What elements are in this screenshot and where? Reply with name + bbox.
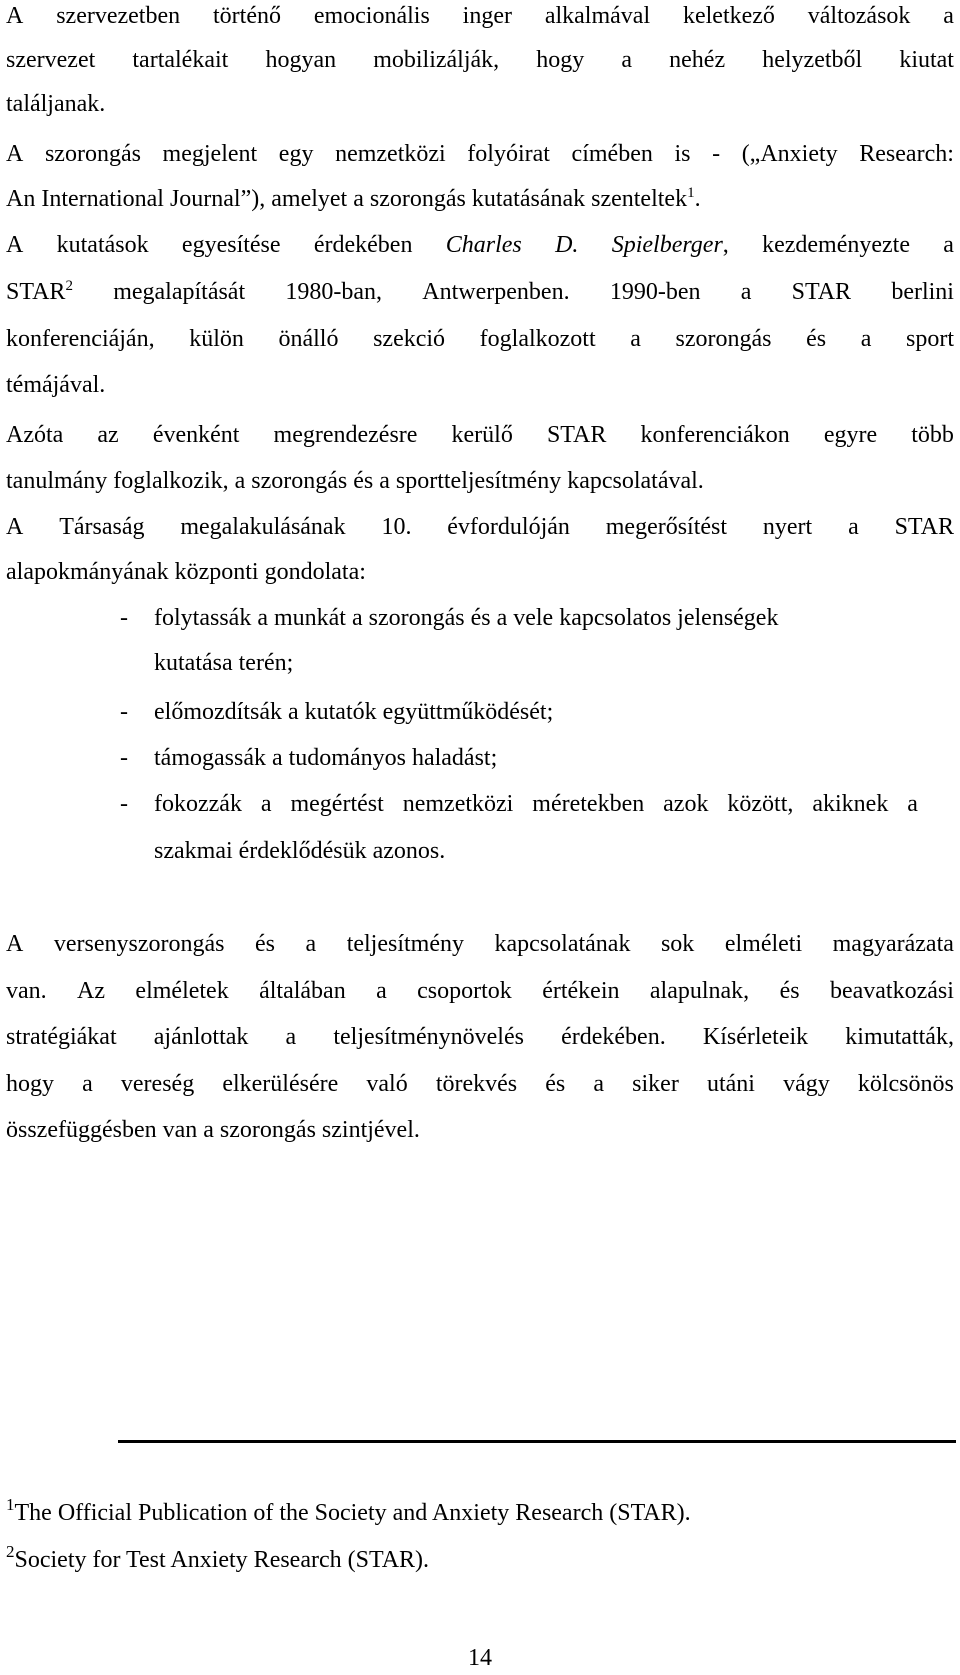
paragraph-6-line-4: [6, 1069, 954, 1099]
word: nemzetközi: [335, 141, 446, 167]
list-item-4: [120, 789, 954, 819]
word: STAR: [791, 279, 852, 305]
word: Research:: [859, 141, 954, 167]
word: vereség: [120, 1071, 195, 1097]
word: egy: [278, 141, 314, 167]
word: történő: [212, 3, 281, 29]
word: van.: [6, 978, 47, 1004]
word: a: [260, 791, 272, 817]
word: kapcsolatának: [494, 931, 631, 957]
word: a: [907, 791, 918, 817]
italic-word: Charles: [445, 232, 522, 258]
paragraph-6-line-3: [6, 1022, 954, 1052]
word: az: [97, 422, 119, 448]
author-name-italic: [446, 230, 522, 260]
word: szervezet: [6, 47, 96, 73]
word: nemzetközi: [402, 791, 514, 817]
footnote-marker-2: 2: [6, 1542, 15, 1561]
word: A: [6, 931, 24, 957]
word: és: [255, 931, 275, 957]
word: is: [674, 141, 691, 167]
list-item-text: folytassák a munkát a szorongás és a vele kapcsolatos jelenségek: [154, 605, 779, 631]
word: alkalmával: [544, 3, 651, 29]
word: és: [545, 1071, 566, 1097]
word: egyre: [823, 422, 878, 448]
word: több: [911, 422, 954, 448]
word: kerülő: [451, 422, 513, 448]
word: foglalkozott: [479, 326, 596, 352]
word: helyzetből: [762, 47, 863, 73]
word: önálló: [278, 326, 339, 352]
footnote-2-text: Society for Test Anxiety Research (STAR).: [14, 1547, 430, 1573]
word: („Anxiety: [741, 141, 838, 167]
word: berlini: [891, 279, 954, 305]
word: nehéz: [669, 47, 726, 73]
word: szorongás: [44, 141, 141, 167]
word: kezdeményezte: [762, 232, 910, 258]
list-item-3: [120, 743, 954, 773]
word: fokozzák: [154, 791, 242, 817]
list-item-text: előmozdítsák a kutatók együttműködését;: [154, 699, 554, 725]
word: egyesítése: [181, 232, 281, 258]
word: megrendezésre: [273, 422, 418, 448]
word: kölcsönös: [857, 1071, 954, 1097]
paragraph-1-line-2: [6, 45, 954, 75]
word: sok: [660, 931, 695, 957]
list-item-4-continuation: szakmai érdeklődésük azonos.: [154, 838, 446, 864]
list-item-text: támogassák a tudományos haladást;: [154, 745, 498, 771]
paragraph-5-line-1: [6, 512, 954, 542]
word: a: [943, 232, 954, 258]
word: A: [6, 232, 24, 258]
word: STAR: [6, 279, 66, 305]
word: sport: [905, 326, 954, 352]
word: címében: [571, 141, 653, 167]
word: STAR: [894, 514, 954, 540]
paragraph-1-line-1: [6, 1, 954, 31]
author-initial-italic: [555, 230, 578, 260]
author-surname: [612, 230, 729, 260]
word: 10.: [381, 514, 412, 540]
footnote-1: [6, 1495, 954, 1528]
footnote-ref-2: 2: [65, 278, 73, 294]
word: és: [806, 326, 827, 352]
word: a: [740, 279, 752, 305]
word: megerősítést: [605, 514, 728, 540]
word: általában: [259, 978, 346, 1004]
paragraph-6-line-2: [6, 976, 954, 1006]
word: szekció: [373, 326, 446, 352]
word: és: [779, 978, 800, 1004]
word: érdekében: [313, 232, 413, 258]
list-item-2: [120, 697, 954, 727]
footnote-separator: [118, 1440, 956, 1443]
paragraph-1-line-3: találjanak.: [6, 91, 106, 117]
word: emocionális: [313, 3, 430, 29]
word: ajánlottak: [153, 1024, 249, 1050]
list-item-1: [120, 603, 954, 633]
word: A: [6, 141, 24, 167]
word: érdekében.: [561, 1024, 666, 1050]
footnote-marker-1: 1: [6, 1495, 15, 1514]
word: között,: [727, 791, 794, 817]
comma: ,: [722, 232, 729, 258]
paragraph-2-line-1: [6, 139, 954, 169]
footnote-ref-1: 1: [687, 185, 695, 201]
word: törekvés: [435, 1071, 518, 1097]
star-with-footnote: [6, 277, 73, 307]
word: a: [630, 326, 641, 352]
word: változások: [807, 3, 911, 29]
word: magyarázata: [832, 931, 954, 957]
paragraph-2-line-2: [6, 184, 954, 214]
word: kutatások: [56, 232, 149, 258]
paragraph-6-line-1: [6, 929, 954, 959]
word: akiknek: [812, 791, 889, 817]
word: utáni: [706, 1071, 755, 1097]
page-number: 14: [468, 1645, 492, 1671]
word: alapulnak,: [649, 978, 750, 1004]
word: siker: [632, 1071, 679, 1097]
word: a: [848, 514, 859, 540]
word: stratégiákat: [6, 1024, 117, 1050]
word: versenyszorongás: [53, 931, 225, 957]
word: a: [82, 1071, 93, 1097]
paragraph-5-line-2: alapokmányának központi gondolata:: [6, 559, 366, 585]
word: csoportok: [417, 978, 512, 1004]
word: a: [305, 931, 317, 957]
word: teljesítménynövelés: [333, 1024, 524, 1050]
word: kimutatták,: [845, 1024, 954, 1050]
word: vágy: [783, 1071, 830, 1097]
word: szorongás: [675, 326, 772, 352]
word: Azóta: [6, 422, 64, 448]
word: Társaság: [59, 514, 145, 540]
word: Az: [77, 978, 106, 1004]
paragraph-3-line-1: [6, 230, 954, 260]
word: 1990-ben: [609, 279, 701, 305]
word: nyert: [762, 514, 813, 540]
paragraph-2-line-2-text: An International Journal”), amelyet a szorongás kutatásának szenteltek: [6, 186, 688, 212]
word: a: [285, 1024, 297, 1050]
word: kiutat: [899, 47, 954, 73]
paragraph-4-line-2: tanulmány foglalkozik, a szorongás és a sportteljesítmény kapcsolatával.: [6, 468, 704, 494]
word: beavatkozási: [829, 978, 954, 1004]
footnote-2: [6, 1542, 954, 1575]
word: tartalékait: [132, 47, 229, 73]
paragraph-4-line-1: [6, 420, 954, 450]
word: a: [621, 47, 633, 73]
word: szervezetben: [56, 3, 181, 29]
paragraph-6-line-5: összefüggésben van a szorongás szintjével.: [6, 1117, 420, 1143]
word: megjelent: [162, 141, 258, 167]
word: megalapítását: [113, 279, 246, 305]
word: A: [6, 3, 24, 29]
word: évfordulóján: [447, 514, 570, 540]
word: STAR: [546, 422, 607, 448]
word: azok: [663, 791, 709, 817]
list-dash: -: [120, 791, 128, 817]
word: konferenciáján,: [6, 326, 155, 352]
word: teljesítmény: [346, 931, 464, 957]
word: Kísérleteik: [702, 1024, 809, 1050]
word: hogy: [536, 47, 585, 73]
word: a: [943, 3, 954, 29]
paragraph-3-line-2: [6, 277, 954, 307]
italic-word: Spielberger: [611, 232, 723, 258]
word: folyóirat: [467, 141, 550, 167]
word: -: [712, 141, 721, 167]
word: A: [6, 514, 24, 540]
word: Antwerpenben.: [422, 279, 570, 305]
paragraph-3-line-3: [6, 324, 954, 354]
word: megértést: [290, 791, 384, 817]
word: a: [860, 326, 872, 352]
word: évenként: [152, 422, 240, 448]
word: méretekben: [532, 791, 645, 817]
word: való: [366, 1071, 408, 1097]
word: konferenciákon: [640, 422, 790, 448]
word: külön: [189, 326, 244, 352]
word: elméletek: [135, 978, 229, 1004]
word: értékein: [542, 978, 620, 1004]
italic-word: D.: [555, 232, 579, 258]
word: megalakulásának: [180, 514, 346, 540]
word: hogyan: [265, 47, 337, 73]
word: mobilizálják,: [373, 47, 500, 73]
word: 1980-ban,: [285, 279, 383, 305]
word: inger: [462, 3, 512, 29]
word: elkerülésére: [222, 1071, 339, 1097]
word: elméleti: [724, 931, 803, 957]
list-dash: -: [120, 605, 128, 631]
list-item-text: [154, 789, 918, 819]
word: keletkező: [682, 3, 775, 29]
word: a: [593, 1071, 605, 1097]
footnote-1-text: The Official Publication of the Society and Anxiety Research (STAR).: [14, 1500, 691, 1526]
list-item-1-continuation: kutatása terén;: [154, 650, 294, 676]
word: hogy: [6, 1071, 54, 1097]
list-dash: -: [120, 699, 128, 725]
list-dash: -: [120, 745, 128, 771]
paragraph-2-line-2-end: .: [694, 186, 701, 212]
paragraph-3-line-4: témájával.: [6, 372, 106, 398]
word: a: [376, 978, 387, 1004]
